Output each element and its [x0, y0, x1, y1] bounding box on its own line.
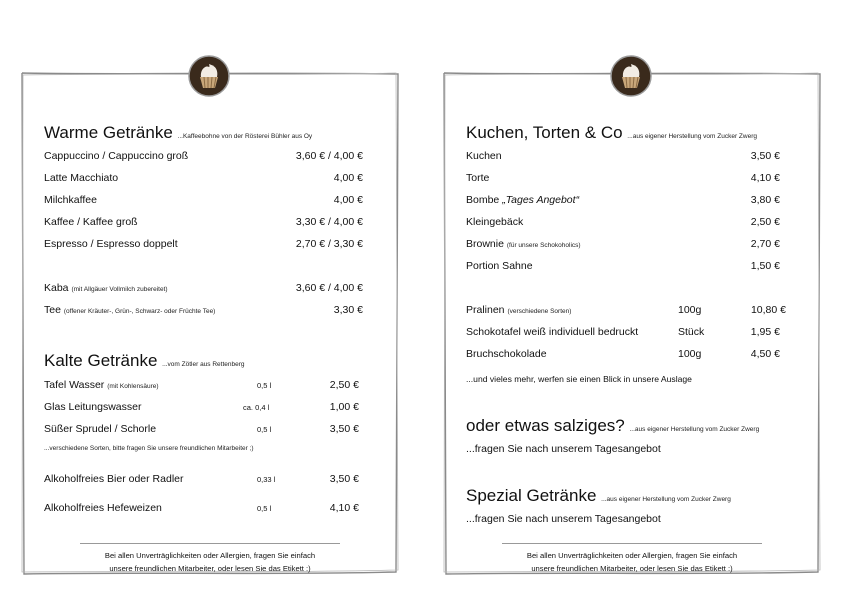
menu-item-price: 1,00 € [329, 401, 359, 413]
menu-item-price: 2,50 € [750, 216, 780, 228]
menu-item-price: 3,30 € [333, 304, 363, 316]
menu-item-name: Alkoholfreies Hefeweizen [44, 502, 162, 514]
menu-item-price: 2,70 € [750, 238, 780, 250]
menu-item-price: 2,50 € [329, 379, 359, 391]
menu-item-price: 2,70 € / 3,30 € [295, 238, 363, 250]
menu-item-bombe: Bombe „Tages Angebot“ [466, 194, 580, 206]
section-title-special-drinks: Spezial Getränke ...aus eigener Herstellung vom Zucker Zwerg [466, 486, 731, 505]
section-note: ...vom Zötler aus Rettenberg [162, 361, 245, 368]
menu-item-price: 3,50 € [329, 423, 359, 435]
section-note: ...aus eigener Herstellung vom Zucker Zwerg [627, 133, 757, 140]
cupcake-logo-icon [188, 55, 230, 97]
menu-item-unit: 0,5 l [257, 381, 272, 390]
special-text: ...fragen Sie nach unserem Tagesangebot [466, 513, 661, 525]
sorten-note: ...verschiedene Sorten, bitte fragen Sie unsere freundlichen Mitarbeiter ;) [44, 445, 254, 452]
menu-item-tee: Tee (offener Kräuter-, Grün-, Schwarz- oder Früchte Tee) [44, 304, 216, 316]
menu-item-price: 4,00 € [333, 172, 363, 184]
menu-item-price: 3,50 € [329, 473, 359, 485]
more-note: ...und vieles mehr, werfen sie einen Blick in unsere Auslage [466, 374, 692, 384]
cupcake-logo-icon [610, 55, 652, 97]
menu-item-price: 3,60 € / 4,00 € [295, 282, 363, 294]
footer-divider [80, 543, 340, 544]
menu-item-name: Latte Macchiato [44, 172, 119, 184]
menu-item-tafel-wasser: Tafel Wasser (mit Kohlensäure) [44, 379, 159, 391]
menu-item-price: 10,80 € [750, 304, 786, 316]
section-note: ...aus eigener Herstellung vom Zucker Zwerg [601, 496, 731, 503]
menu-item-price: 3,30 € / 4,00 € [295, 216, 363, 228]
menu-item-unit: ca. 0,4 l [243, 403, 270, 412]
menu-item-unit: Stück [678, 326, 705, 338]
salty-text: ...fragen Sie nach unserem Tagesangebot [466, 443, 661, 455]
menu-item-name: Milchkaffee [44, 194, 97, 206]
menu-item-price: 4,00 € [333, 194, 363, 206]
menu-item-price: 4,50 € [750, 348, 780, 360]
allergy-footer: Bei allen Unverträglichkeiten oder Allergien, fragen Sie einfach unsere freundlichen Mitarbeiter, oder lesen Sie das Etikett :) [104, 551, 316, 573]
allergy-footer: Bei allen Unverträglichkeiten oder Allergien, fragen Sie einfach unsere freundlichen Mitarbeiter, oder lesen Sie das Etikett :) [526, 551, 738, 573]
menu-item-price: 1,50 € [750, 260, 780, 272]
section-title-cakes: Kuchen, Torten & Co ...aus eigener Herstellung vom Zucker Zwerg [466, 123, 757, 142]
menu-item-name: Kuchen [466, 150, 502, 162]
menu-item-name: Cappuccino / Cappuccino groß [44, 150, 189, 162]
left-menu-sheet [20, 72, 400, 575]
left-sheet-frame [20, 72, 400, 575]
menu-item-name: Glas Leitungswasser [44, 401, 142, 413]
menu-item-name: Torte [466, 172, 490, 184]
footer-divider [502, 543, 762, 544]
menu-item-name: Kaffee / Kaffee groß [44, 216, 138, 228]
menu-item-kaba: Kaba (mit Allgäuer Vollmilch zubereitet) [44, 282, 168, 294]
section-note: ...Kaffeebohne von der Rösterei Bühler aus Oy [177, 133, 313, 140]
menu-item-brownie: Brownie (für unsere Schokoholics) [466, 238, 581, 250]
menu-item-price: 4,10 € [329, 502, 359, 514]
menu-item-unit: 0,5 l [257, 425, 272, 434]
menu-item-unit: 100g [678, 348, 702, 360]
section-title-warm-drinks: Warme Getränke ...Kaffeebohne von der Rösterei Bühler aus Oy [44, 123, 313, 142]
menu-item-name: Portion Sahne [466, 260, 533, 272]
menu-item-name: Kleingebäck [466, 216, 524, 228]
menu-item-price: 4,10 € [750, 172, 780, 184]
menu-item-price: 1,95 € [750, 326, 780, 338]
menu-item-name: Alkoholfreies Bier oder Radler [44, 473, 184, 485]
menu-item-unit: 0,5 l [257, 504, 272, 513]
section-title-cold-drinks: Kalte Getränke ...vom Zötler aus Rettenberg [44, 351, 245, 370]
menu-item-name: Schokotafel weiß individuell bedruckt [466, 326, 639, 338]
menu-item-name: Espresso / Espresso doppelt [44, 238, 178, 250]
menu-item-unit: 100g [678, 304, 702, 316]
menu-item-name: Süßer Sprudel / Schorle [44, 423, 157, 435]
menu-item-unit: 0,33 l [257, 475, 276, 484]
menu-item-pralinen: Pralinen (verschiedene Sorten) [466, 304, 572, 316]
section-note: ...aus eigener Herstellung vom Zucker Zwerg [629, 426, 760, 433]
menu-item-price: 3,50 € [750, 150, 780, 162]
section-title-salty: oder etwas salziges? ...aus eigener Herstellung vom Zucker Zwerg [466, 416, 760, 435]
menu-item-name: Bruchschokolade [466, 348, 547, 360]
menu-item-price: 3,60 € / 4,00 € [295, 150, 363, 162]
menu-item-price: 3,80 € [750, 194, 780, 206]
